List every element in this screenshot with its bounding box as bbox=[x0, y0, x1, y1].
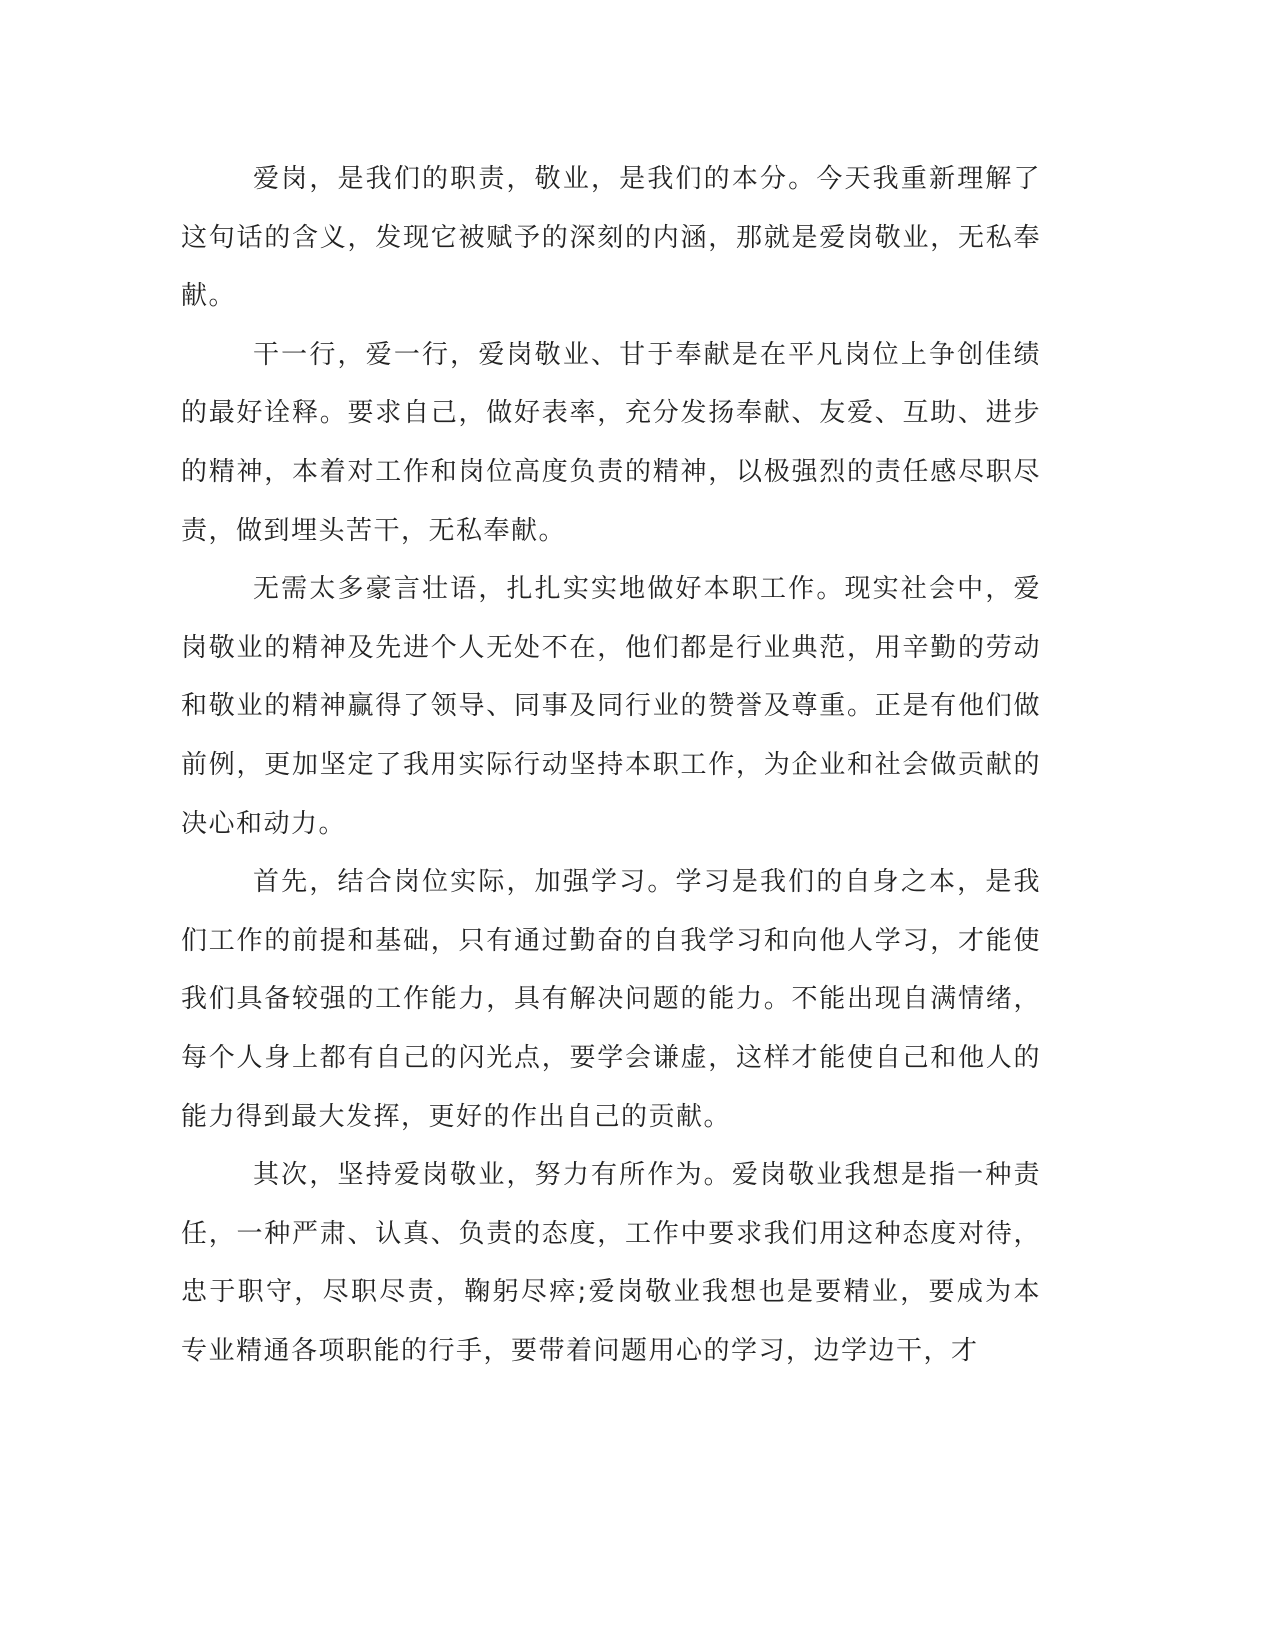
paragraph-4: 首先，结合岗位实际，加强学习。学习是我们的自身之本，是我们工作的前提和基础，只有通过勤奋的自我学习和向他人学习，才能使我们具备较强的工作能力，具有解决问题的能力。不能出现自满情绪，每个人身上都有自己的闪光点，要学会谦虚，这样才能使自己和他人的能力得到最大发挥，更好的作出自己的贡献。 bbox=[181, 867, 1041, 1132]
paragraph-3: 无需太多豪言壮语，扎扎实实地做好本职工作。现实社会中，爱岗敬业的精神及先进个人无处不在，他们都是行业典范，用辛勤的劳动和敬业的精神赢得了领导、同事及同行业的赞誉及尊重。正是有他们做前例，更加坚定了我用实际行动坚持本职工作，为企业和社会做贡献的决心和动力。 bbox=[181, 574, 1041, 839]
paragraph-2: 干一行，爱一行，爱岗敬业、甘于奉献是在平凡岗位上争创佳绩的最好诠释。要求自己，做好表率，充分发扬奉献、友爱、互助、进步的精神，本着对工作和岗位高度负责的精神，以极强烈的责任感尽职尽责，做到埋头苦干，无私奉献。 bbox=[181, 339, 1041, 546]
paragraph-5: 其次，坚持爱岗敬业，努力有所作为。爱岗敬业我想是指一种责任，一种严肃、认真、负责的态度，工作中要求我们用这种态度对待，忠于职守，尽职尽责，鞠躬尽瘁;爱岗敬业我想也是要精业，要成为本专业精通各项职能的行手，要带着问题用心的学习，边学边干，才 bbox=[181, 1160, 1041, 1366]
document-body bbox=[181, 150, 1041, 1380]
paragraph-1: 爱岗，是我们的职责，敬业，是我们的本分。今天我重新理解了这句话的含义，发现它被赋予的深刻的内涵，那就是爱岗敬业，无私奉献。 bbox=[181, 164, 1041, 312]
